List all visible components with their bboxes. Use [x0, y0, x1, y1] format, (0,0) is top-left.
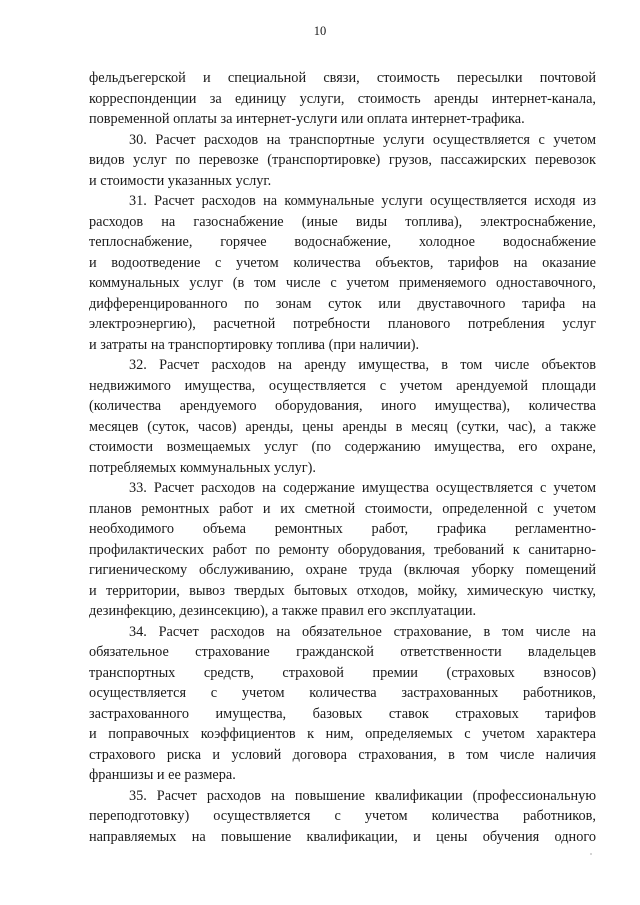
document-body: [89, 68, 596, 847]
text-line: расходов на газоснабжение (иные виды топлива), электроснабжение,: [89, 213, 596, 230]
text-line: профилактических работ по ремонту оборудования, требований к санитарно-: [89, 541, 596, 558]
text-line: транспортных средств, страховой премии (страховых взносов): [89, 664, 596, 681]
text-line: и водоотведение с учетом количества объектов, тарифов на оказание: [89, 254, 596, 271]
text-line: 34. Расчет расходов на обязательное страхование, в том числе на: [129, 623, 596, 640]
text-line: электроэнергию), расчетной потребности планового потребления услуг: [89, 316, 596, 332]
text-line: гигиеническому обслуживанию, охране труда (включая уборку помещений: [89, 562, 596, 578]
text-line: направляемых на повышение квалификации, и цены обучения одного: [89, 828, 596, 845]
text-line: стоимости возмещаемых услуг (по содержанию имущества, его охране,: [89, 439, 596, 455]
text-line: застрахованного имущества, базовых ставок страховых тарифов: [89, 705, 596, 722]
text-line: потребляемых коммунальных услуг).: [89, 459, 316, 476]
text-line: теплоснабжение, горячее водоснабжение, холодное водоснабжение: [89, 234, 596, 250]
text-line: коммунальных услуг (в том числе с учетом применяемого одноставочного,: [89, 275, 596, 291]
text-line: необходимого объема ремонтных работ, графика регламентно-: [89, 521, 596, 537]
text-line: 32. Расчет расходов на аренду имущества, в том числе объектов: [129, 357, 596, 373]
text-line: и территории, вывоз твердых бытовых отходов, мойку, химическую чистку,: [89, 582, 596, 599]
text-line: и затраты на транспортировку топлива (при наличии).: [89, 336, 420, 353]
text-line: франшизы и ее размера.: [89, 767, 236, 783]
text-line: фельдъегерской и специальной связи, стоимость пересылки почтовой: [89, 70, 596, 86]
text-line: страхового риска и условий договора страхования, в том числе наличия: [89, 746, 596, 763]
text-line: 31. Расчет расходов на коммунальные услуги осуществляется исходя из: [129, 193, 596, 209]
page-number: 10: [313, 24, 327, 38]
text-line: недвижимого имущества, осуществляется с учетом арендуемой площади: [89, 377, 596, 394]
text-line: и поправочных коэффициентов к ним, определяемых с учетом характера: [89, 726, 596, 742]
text-line: 33. Расчет расходов на содержание имущества осуществляется с учетом: [129, 480, 596, 496]
text-line: 30. Расчет расходов на транспортные услуги осуществляется с учетом: [129, 131, 596, 148]
text-line: и стоимости указанных услуг.: [89, 172, 272, 189]
text-line: видов услуг по перевозке (транспортировке) грузов, пассажирских перевозок: [89, 152, 596, 168]
text-line: переподготовку) осуществляется с учетом количества работников,: [89, 808, 596, 824]
text-line: месяцев (суток, часов) аренды, цены аренды в месяц (сутки, час), а также: [89, 418, 596, 435]
text-line: обязательное страхование гражданской ответственности владельцев: [89, 644, 596, 660]
text-line: дезинфекцию, дезинсекцию), а также правил его эксплуатации.: [89, 603, 477, 619]
text-line: дифференцированного по зонам суток или двуставочного тарифа на: [89, 295, 596, 312]
text-line: (количества арендуемого оборудования, иного имущества), количества: [89, 398, 596, 414]
text-line: повременной оплаты за интернет-услуги или оплата интернет-трафика.: [89, 111, 525, 127]
text-line: 35. Расчет расходов на повышение квалификации (профессиональную: [129, 787, 596, 804]
scan-speck: [590, 853, 592, 855]
text-line: планов ремонтных работ и их сметной стоимости, определенной с учетом: [89, 500, 596, 517]
text-line: корреспонденции за единицу услуги, стоимость аренды интернет-канала,: [89, 90, 596, 107]
text-line: осуществляется с учетом количества застрахованных работников,: [89, 685, 596, 701]
